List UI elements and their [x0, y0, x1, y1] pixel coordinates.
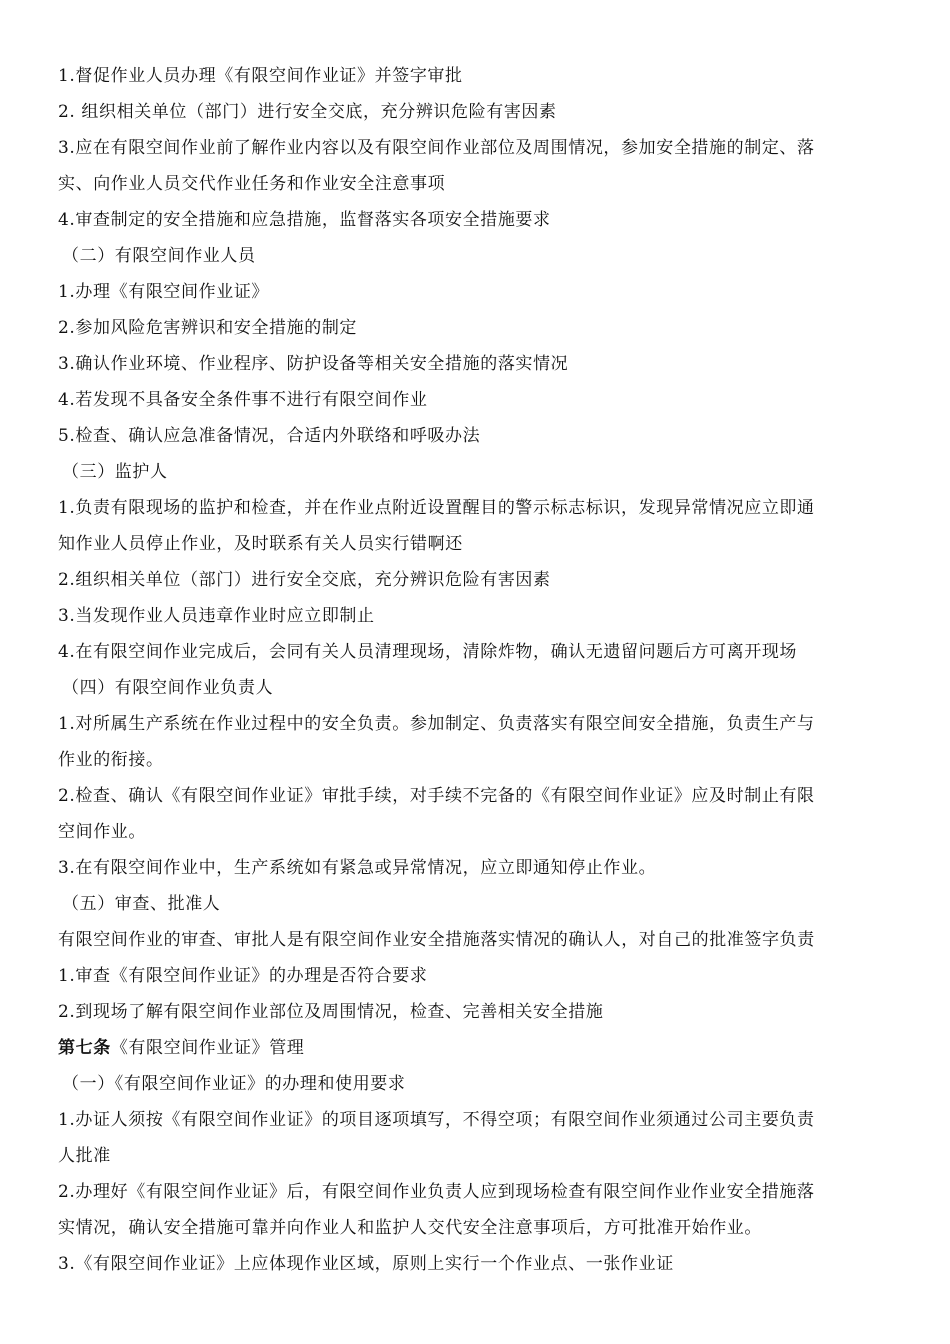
- text-line: 5.检查、确认应急准备情况，合适内外联络和呼吸办法: [58, 426, 481, 446]
- text-line: 4.若发现不具备安全条件事不进行有限空间作业: [58, 390, 428, 410]
- section-heading: （五）审查、批准人: [62, 894, 221, 914]
- text-line: 1.办理《有限空间作业证》: [58, 282, 270, 302]
- article-heading: [58, 1030, 894, 1066]
- text-line: 2.检查、确认《有限空间作业证》审批手续，对手续不完备的《有限空间作业证》应及时制止有限: [58, 786, 815, 806]
- section-heading: （二）有限空间作业人员: [62, 246, 256, 266]
- text-line: 4.审查制定的安全措施和应急措施，监督落实各项安全措施要求: [58, 210, 551, 230]
- section-heading: （四）有限空间作业负责人: [62, 678, 274, 698]
- section-heading: （一）《有限空间作业证》的办理和使用要求: [62, 1074, 406, 1094]
- document-page: [58, 58, 894, 1282]
- text-line: 3.在有限空间作业中，生产系统如有紧急或异常情况，应立即通知停止作业。: [58, 858, 657, 878]
- text-line: 1.负责有限现场的监护和检查，并在作业点附近设置醒目的警示标志标识，发现异常情况应立即通: [58, 498, 815, 518]
- text-line: 2.到现场了解有限空间作业部位及周围情况，检查、完善相关安全措施: [58, 1002, 604, 1022]
- section-heading: （三）监护人: [62, 462, 168, 482]
- text-line: 1.审查《有限空间作业证》的办理是否符合要求: [58, 966, 428, 986]
- text-line: 人批准: [58, 1146, 111, 1166]
- text-line: 知作业人员停止作业，及时联系有关人员实行错啊还: [58, 534, 463, 554]
- text-line: 3.应在有限空间作业前了解作业内容以及有限空间作业部位及周围情况，参加安全措施的制定、落: [58, 138, 815, 158]
- text-line: 4.在有限空间作业完成后，会同有关人员清理现场，清除炸物，确认无遗留问题后方可离开现场: [58, 642, 798, 662]
- text-line: 实情况，确认安全措施可靠并向作业人和监护人交代安全注意事项后，方可批准开始作业。: [58, 1218, 762, 1238]
- text-line: 1.办证人须按《有限空间作业证》的项目逐项填写，不得空项；有限空间作业须通过公司主要负责: [58, 1110, 815, 1130]
- text-line: 2.参加风险危害辨识和安全措施的制定: [58, 318, 358, 338]
- article-title: 《有限空间作业证》管理: [110, 1038, 305, 1058]
- article-label: 第七条: [58, 1038, 111, 1058]
- text-line: 2. 组织相关单位（部门）进行安全交底，充分辨识危险有害因素: [58, 102, 557, 122]
- text-line: 作业的衔接。: [58, 750, 164, 770]
- text-line: 3.《有限空间作业证》上应体现作业区域，原则上实行一个作业点、一张作业证: [58, 1254, 674, 1274]
- text-line: 2.组织相关单位（部门）进行安全交底，充分辨识危险有害因素: [58, 570, 551, 590]
- text-line: 1.督促作业人员办理《有限空间作业证》并签字审批: [58, 66, 463, 86]
- text-line: 3.确认作业环境、作业程序、防护设备等相关安全措施的落实情况: [58, 354, 569, 374]
- text-line: 3.当发现作业人员违章作业时应立即制止: [58, 606, 375, 626]
- text-line: 实、向作业人员交代作业任务和作业安全注意事项: [58, 174, 446, 194]
- text-line: 2.办理好《有限空间作业证》后，有限空间作业负责人应到现场检查有限空间作业作业安全措施落: [58, 1182, 815, 1202]
- text-line: 空间作业。: [58, 822, 146, 842]
- text-line: 1.对所属生产系统在作业过程中的安全负责。参加制定、负责落实有限空间安全措施，负责生产与: [58, 714, 815, 734]
- text-line: 有限空间作业的审查、审批人是有限空间作业安全措施落实情况的确认人，对自己的批准签字负责: [58, 930, 815, 950]
